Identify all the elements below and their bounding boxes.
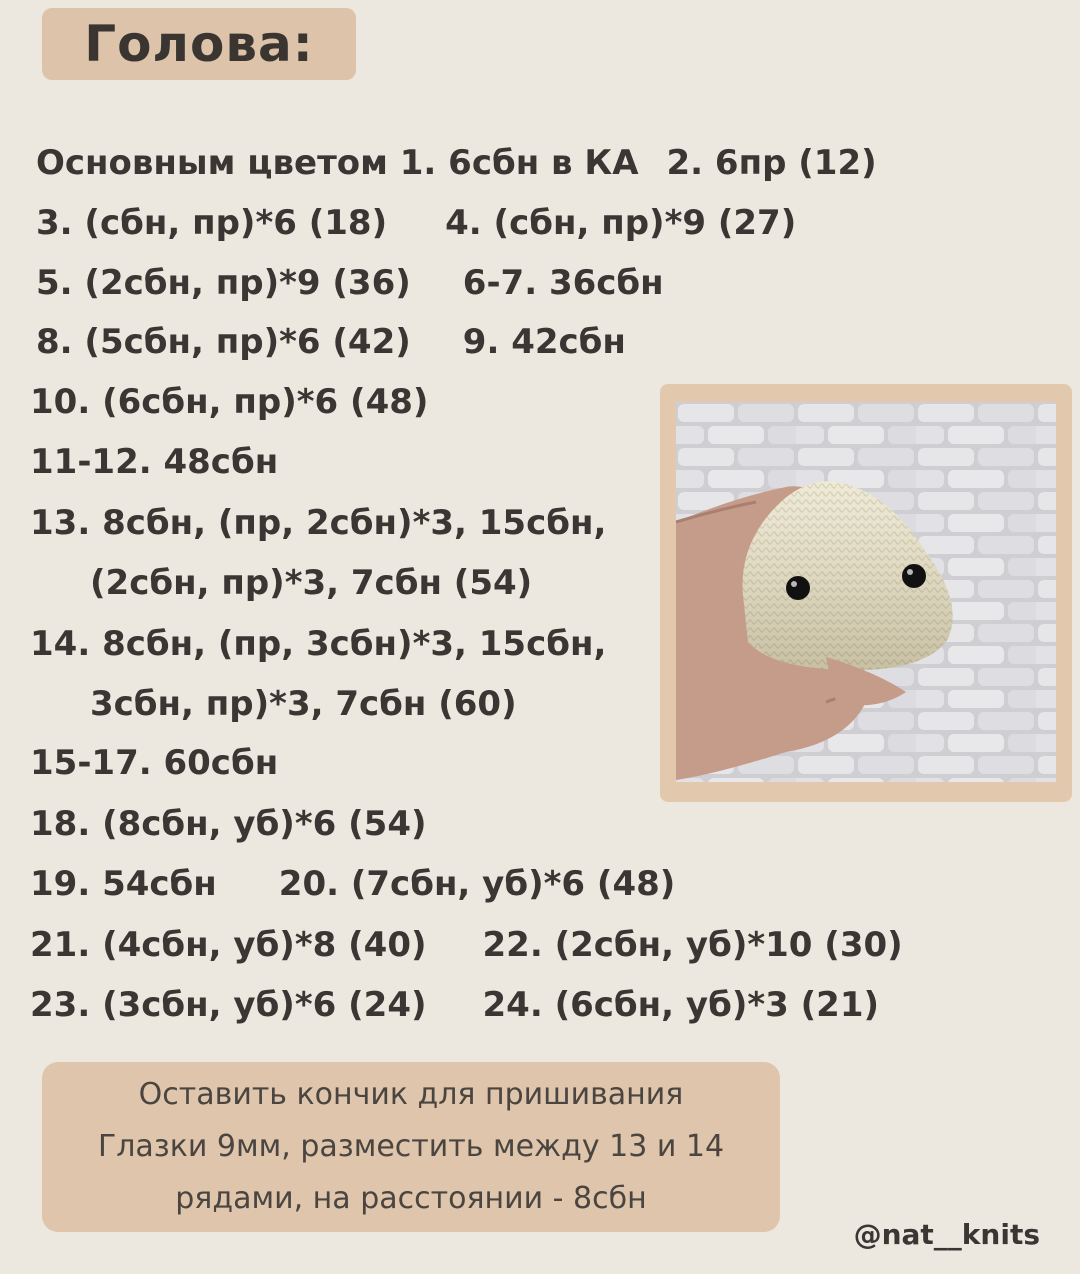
pattern-row-5 xyxy=(30,382,428,422)
row-text: 2. 6пр (12) xyxy=(666,143,877,183)
pattern-row-3 xyxy=(36,263,664,303)
photo-illustration xyxy=(676,402,1056,782)
row-text: 13. 8сбн, (пр, 2сбн)*3, 15сбн, xyxy=(30,503,607,543)
row-text: 15-17. 60сбн xyxy=(30,743,279,783)
pattern-row-7-cont xyxy=(90,563,532,603)
row-text: 18. (8сбн, уб)*6 (54) xyxy=(30,804,427,844)
amigurumi-head-photo xyxy=(676,402,1056,782)
pattern-row-1 xyxy=(36,143,877,183)
row-text: 3сбн, пр)*3, 7сбн (60) xyxy=(90,684,517,724)
pattern-row-7 xyxy=(30,503,606,543)
row-text: 22. (2сбн, уб)*10 (30) xyxy=(482,925,903,965)
row-text: 3. (сбн, пр)*6 (18) xyxy=(36,203,388,243)
pattern-row-12 xyxy=(30,925,903,965)
pattern-row-4 xyxy=(36,322,626,362)
note-line-3: рядами, на расстоянии - 8сбн xyxy=(175,1181,647,1216)
pattern-row-13 xyxy=(30,985,879,1025)
row-text: 6-7. 36сбн xyxy=(462,263,664,303)
pattern-row-9 xyxy=(30,743,278,783)
pattern-row-2 xyxy=(36,203,796,243)
row-text: 8. (5сбн, пр)*6 (42) xyxy=(36,322,411,362)
page-title: Голова: xyxy=(84,15,314,73)
row-text: 24. (6сбн, уб)*3 (21) xyxy=(482,985,880,1025)
row-text: Основным цветом 1. 6сбн в КА xyxy=(36,143,639,183)
row-text: 19. 54сбн xyxy=(30,864,217,904)
row-text: 14. 8сбн, (пр, 3сбн)*3, 15сбн, xyxy=(30,624,607,664)
pattern-row-6 xyxy=(30,442,278,482)
pattern-row-8-cont xyxy=(90,684,517,724)
photo-frame xyxy=(660,384,1072,802)
row-text: 4. (сбн, пр)*9 (27) xyxy=(445,203,797,243)
row-text: 20. (7сбн, уб)*6 (48) xyxy=(278,864,676,904)
note-box xyxy=(42,1062,780,1232)
title-badge xyxy=(42,8,356,80)
pattern-row-11 xyxy=(30,864,675,904)
row-text: 5. (2сбн, пр)*9 (36) xyxy=(36,263,411,303)
pattern-row-8 xyxy=(30,624,606,664)
pattern-row-10 xyxy=(30,804,427,844)
note-line-1: Оставить кончик для пришивания xyxy=(138,1077,684,1112)
row-text: 10. (6сбн, пр)*6 (48) xyxy=(30,382,429,422)
row-text: 23. (3сбн, уб)*6 (24) xyxy=(30,985,427,1025)
row-text: 21. (4сбн, уб)*8 (40) xyxy=(30,925,427,965)
row-text: 11-12. 48сбн xyxy=(30,442,279,482)
author-handle: @nat__knits xyxy=(853,1218,1040,1251)
row-text: (2сбн, пр)*3, 7сбн (54) xyxy=(90,563,533,603)
note-line-2: Глазки 9мм, разместить между 13 и 14 xyxy=(97,1129,725,1164)
row-text: 9. 42сбн xyxy=(462,322,626,362)
